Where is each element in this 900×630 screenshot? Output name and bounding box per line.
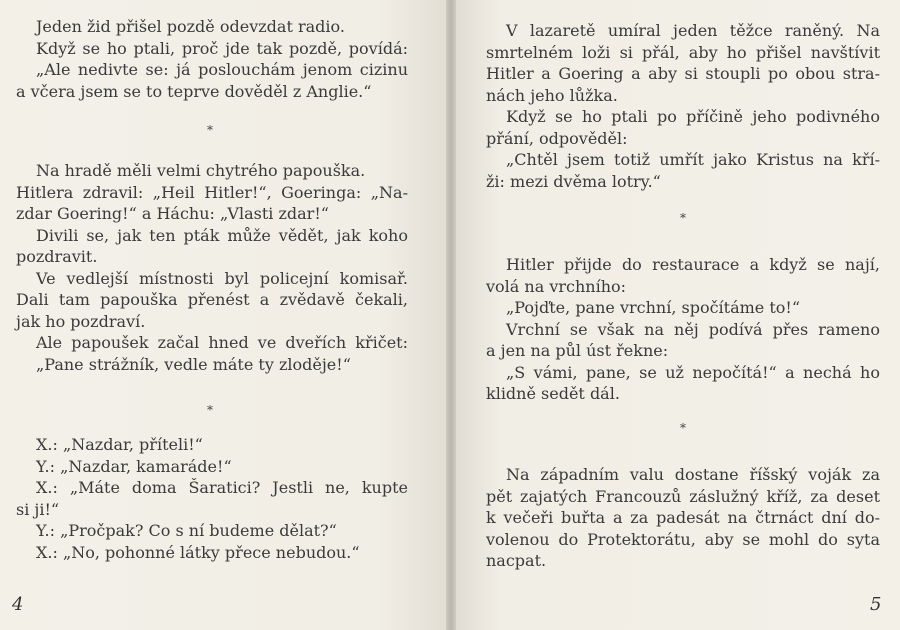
text-line: Ve vedlejší místnosti byl policejní komisař. bbox=[36, 268, 408, 288]
right-page bbox=[456, 0, 900, 630]
text-line: volá na vrchního: bbox=[486, 276, 627, 296]
text-line: „Pojďte, pane vrchní, spočítáme to!“ bbox=[506, 298, 801, 317]
text-line: Hitler a Goering a aby si stoupli po obou stra- bbox=[486, 64, 880, 83]
text-line: nacpat. bbox=[486, 551, 547, 570]
section-separator: * bbox=[207, 403, 213, 417]
text-line: k večeři buřta a za padesát na čtrnáct dní do- bbox=[486, 508, 880, 527]
text-line: Na západním valu dostane říšský voják za bbox=[506, 465, 880, 484]
text-line: Na hradě měli velmi chytrého papouška. bbox=[36, 161, 366, 180]
text-line: „S vámi, pane, se už nepočítá!“ a nechá ho bbox=[506, 362, 880, 382]
left-joke-1 bbox=[16, 16, 408, 102]
text-line: „Pane strážník, vedle máte ty zloděje!“ bbox=[36, 354, 351, 374]
text-line: Divili se, jak ten pták může vědět, jak koho bbox=[36, 225, 408, 245]
text-line: klidně sedět dál. bbox=[486, 384, 620, 403]
text-line: smrtelném loži si přál, aby ho přišel navštívit bbox=[486, 42, 880, 62]
text-line: pozdravit. bbox=[16, 247, 98, 266]
text-line: V lazaretě umíral jeden těžce raněný. Na bbox=[506, 21, 880, 40]
left-page bbox=[0, 0, 446, 630]
book-gutter bbox=[446, 0, 456, 630]
text-line: Když se ho ptali po příčině jeho podivného bbox=[506, 107, 880, 126]
text-line: zdar Goering!“ a Háchu: „Vlasti zdar!“ bbox=[16, 204, 329, 223]
text-line: Y.: „Pročpak? Co s ní budeme dělat?“ bbox=[36, 521, 337, 540]
page-number: 4 bbox=[12, 594, 24, 615]
text-line: pět zajatých Francouzů záslužný kříž, za deset bbox=[486, 486, 880, 506]
left-joke-3 bbox=[16, 434, 408, 563]
text-line: přání, odpověděl: bbox=[486, 128, 628, 148]
text-line: „Ale nedivte se: já poslouchám jenom cizinu bbox=[36, 60, 408, 79]
text-line: a jen na půl úst řekne: bbox=[486, 341, 669, 360]
section-separator: * bbox=[680, 211, 686, 225]
text-line: Jeden žid přišel pozdě odevzdat radio. bbox=[36, 17, 345, 36]
text-line: Ale papoušek začal hned ve dveřích křičet: bbox=[36, 333, 408, 352]
text-line: Dali tam papouška přenést a zvědavě čekali, bbox=[16, 290, 408, 309]
text-line: Y.: „Nazdar, kamaráde!“ bbox=[36, 456, 232, 476]
text-line: Hitlera zdravil: „Heil Hitler!“, Goeringa: „Na- bbox=[16, 182, 408, 202]
text-line: X.: „No, pohonné látky přece nebudou.“ bbox=[36, 542, 360, 562]
right-joke-2 bbox=[486, 254, 880, 405]
page-number: 5 bbox=[870, 594, 882, 615]
right-joke-1 bbox=[486, 20, 880, 192]
text-line: ži: mezi dvěma lotry.“ bbox=[486, 171, 661, 191]
text-line: si ji!“ bbox=[16, 499, 60, 519]
text-line: volenou do Protektorátu, aby se mohl do syta bbox=[486, 529, 880, 549]
right-joke-3 bbox=[486, 464, 880, 572]
text-line: Hitler přijde do restaurace a když se nají, bbox=[506, 255, 880, 274]
text-line: „Chtěl jsem totiž umřít jako Kristus na kří- bbox=[506, 150, 880, 169]
left-joke-2 bbox=[16, 160, 408, 375]
text-line: Vrchní se však na něj podívá přes rameno bbox=[506, 319, 880, 339]
text-line: nách jeho lůžka. bbox=[486, 85, 618, 105]
text-line: a včera jsem se to teprve dověděl z Anglie.“ bbox=[16, 81, 372, 101]
text-line: jak ho pozdraví. bbox=[16, 311, 146, 331]
text-line: X.: „Nazdar, příteli!“ bbox=[36, 435, 203, 454]
text-line: X.: „Máte doma Šaratici? Jestli ne, kupte bbox=[36, 478, 408, 497]
text-line: Když se ho ptali, proč jde tak pozdě, povídá: bbox=[36, 38, 408, 58]
section-separator: * bbox=[207, 123, 213, 137]
section-separator: * bbox=[680, 421, 686, 435]
